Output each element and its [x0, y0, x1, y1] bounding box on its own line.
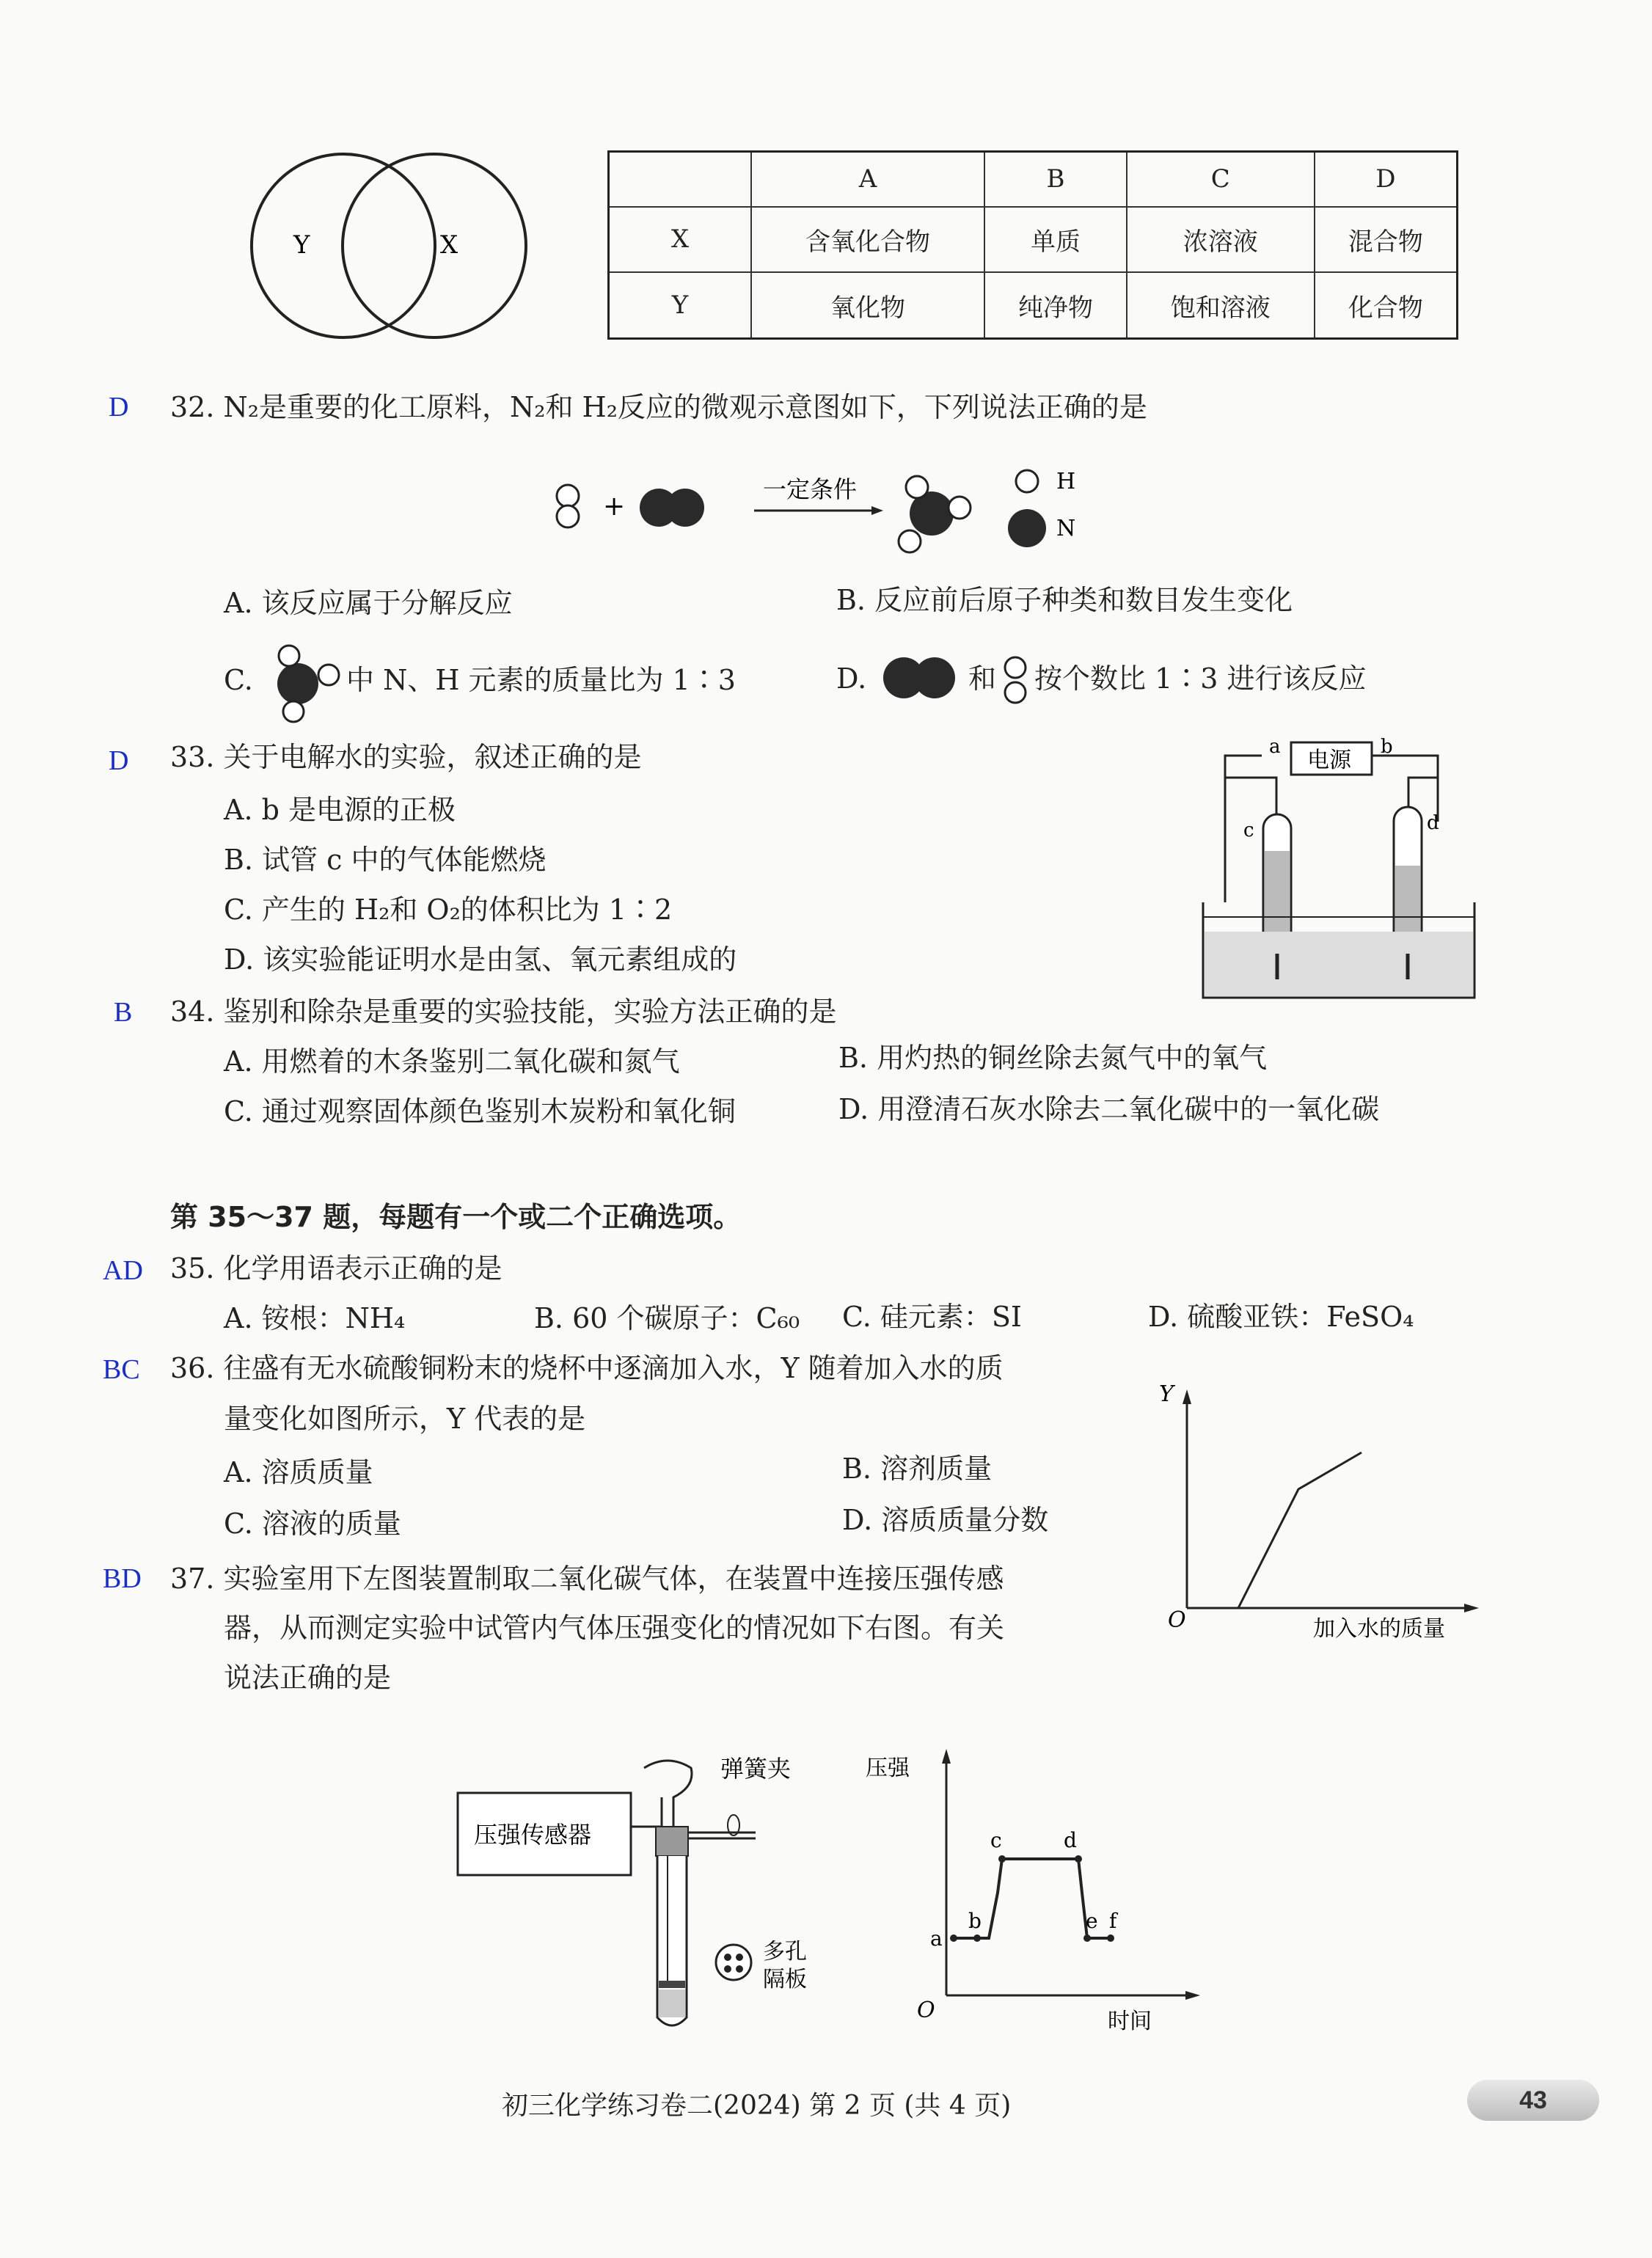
- table-row: [609, 272, 1458, 338]
- question-37-stem-line1: 37. 实验室用下左图装置制取二氧化碳气体，在装置中连接压强传感: [170, 1563, 1004, 1595]
- y-axis-label: Y: [1159, 1381, 1174, 1407]
- origin-label: O: [1168, 1607, 1186, 1633]
- q32-option-c-prefix: C.: [224, 664, 253, 696]
- q32-option-a: A. 该反应属于分解反应: [224, 587, 513, 619]
- answer-q35: AD: [103, 1255, 143, 1286]
- question-33-stem: 33. 关于电解水的实验，叙述正确的是: [170, 741, 642, 773]
- q35-option-a: A. 铵根：NH₄: [224, 1302, 406, 1334]
- clip-label: 弹簧夹: [720, 1755, 792, 1783]
- electrolysis-diagram: [1196, 734, 1482, 1005]
- venn-label-y: Y: [293, 230, 310, 260]
- q34-option-a: A. 用燃着的木条鉴别二氧化碳和氮气: [224, 1045, 680, 1078]
- q35-option-d: D. 硫酸亚铁：FeSO₄: [1148, 1301, 1414, 1333]
- q36-option-b: B. 溶剂质量: [842, 1453, 993, 1485]
- q32-option-c-text: 中 N、H 元素的质量比为 1∶3: [346, 664, 736, 696]
- point-e: [1083, 1934, 1091, 1942]
- h2-molecule-icon: [557, 485, 579, 507]
- terminal-a-label: a: [1269, 736, 1281, 758]
- point-a-label: a: [930, 1926, 943, 1951]
- question-37-stem-line2: 器，从而测定实验中试管内气体压强变化的情况如下右图。有关: [224, 1612, 1005, 1644]
- table-row: [609, 207, 1458, 273]
- legend-n-icon: [1008, 509, 1046, 547]
- table-cell: 浓溶液: [1127, 207, 1315, 273]
- table-cell: C: [1127, 152, 1315, 207]
- table-cell: X: [609, 207, 752, 273]
- table-cell: D: [1315, 152, 1458, 207]
- table-cell: 含氧化合物: [751, 207, 984, 273]
- table-cell: 饱和溶液: [1127, 272, 1315, 338]
- q34-option-d: D. 用澄清石灰水除去二氧化碳中的一氧化碳: [838, 1093, 1380, 1125]
- answer-q33: D: [109, 745, 129, 776]
- x-axis-label: 加入水的质量: [1313, 1616, 1445, 1642]
- q33-option-a: A. b 是电源的正极: [224, 794, 456, 826]
- q32-option-d-and: 和: [968, 662, 997, 695]
- nh3-molecule-icon: [264, 638, 345, 726]
- point-f: [1107, 1934, 1114, 1942]
- q36-option-c: C. 溶液的质量: [224, 1508, 401, 1540]
- legend-h-icon: [1016, 470, 1038, 492]
- table-cell: 化合物: [1315, 272, 1458, 338]
- point-b-label: b: [968, 1909, 982, 1933]
- h2-molecule-icon: [1001, 650, 1030, 712]
- table-cell: Y: [609, 272, 752, 338]
- question-36-stem-line1: 36. 往盛有无水硫酸铜粉末的烧杯中逐滴加入水，Y 随着加入水的质: [170, 1352, 1004, 1384]
- stopper: [656, 1827, 688, 1856]
- x-axis-label: 时间: [1108, 2009, 1152, 2034]
- point-b: [973, 1934, 981, 1942]
- answer-q34: B: [114, 997, 133, 1028]
- apparatus-diagram: [447, 1746, 829, 2039]
- pressure-graph: [866, 1739, 1218, 2039]
- q33-option-b: B. 试管 c 中的气体能燃烧: [224, 844, 547, 876]
- porous-plate-icon: [716, 1945, 751, 1980]
- venn-diagram: [213, 147, 550, 352]
- origin-label: O: [917, 1998, 935, 2023]
- question-32-stem: 32. N₂是重要的化工原料，N₂和 H₂反应的微观示意图如下，下列说法正确的是: [170, 391, 1147, 423]
- porous-plate: [659, 1981, 685, 1988]
- point-f-label: f: [1109, 1909, 1117, 1933]
- point-c-label: c: [990, 1828, 1002, 1852]
- question-37-stem-line3: 说法正确的是: [224, 1662, 392, 1694]
- q35-option-c: C. 硅元素：SI: [842, 1301, 1022, 1333]
- page-footer: 初三化学练习卷二(2024) 第 2 页 (共 4 页): [502, 2091, 1012, 2121]
- plus-sign: +: [603, 492, 626, 522]
- q32-option-d-prefix: D.: [836, 662, 867, 695]
- legend-h-label: H: [1056, 469, 1076, 494]
- q32-option-d-text: 按个数比 1∶3 进行该反应: [1034, 662, 1367, 695]
- page-number-badge: 43: [1467, 2080, 1599, 2121]
- table-cell: [609, 152, 752, 207]
- reaction-diagram: [543, 455, 1115, 558]
- point-e-label: e: [1086, 1909, 1098, 1933]
- table-row: [609, 152, 1458, 207]
- q33-option-c: C. 产生的 H₂和 O₂的体积比为 1∶2: [224, 894, 673, 926]
- table-cell: B: [984, 152, 1127, 207]
- y-axis-label: 压强: [866, 1755, 910, 1781]
- q33-option-d: D. 该实验能证明水是由氢、氧元素组成的: [224, 943, 737, 976]
- point-d-label: d: [1064, 1828, 1077, 1852]
- condition-label: 一定条件: [763, 475, 858, 503]
- plate-label-line2: 隔板: [763, 1967, 807, 1992]
- answer-q37: BD: [103, 1563, 142, 1594]
- plate-label-line1: 多孔: [763, 1939, 807, 1965]
- q36-option-d: D. 溶质质量分数: [842, 1504, 1049, 1536]
- question-34-stem: 34. 鉴别和除杂是重要的实验技能，实验方法正确的是: [170, 995, 837, 1028]
- graph-line: [1238, 1453, 1362, 1608]
- tube-d-label: d: [1427, 812, 1439, 834]
- table-cell: A: [751, 152, 984, 207]
- section-heading: 第 35～37 题，每题有一个或二个正确选项。: [170, 1201, 742, 1233]
- point-a: [950, 1934, 957, 1942]
- question-35-stem: 35. 化学用语表示正确的是: [170, 1252, 502, 1285]
- table-cell: 单质: [984, 207, 1127, 273]
- sensor-label: 压强传感器: [474, 1821, 592, 1849]
- question-36-stem-line2: 量变化如图所示，Y 代表的是: [224, 1403, 586, 1435]
- answer-q36: BC: [103, 1354, 140, 1385]
- q32-option-b: B. 反应前后原子种类和数目发生变化: [836, 584, 1293, 616]
- point-c: [998, 1855, 1006, 1863]
- table-cell: 氧化物: [751, 272, 984, 338]
- q36-option-a: A. 溶质质量: [224, 1456, 373, 1488]
- table-cell: 纯净物: [984, 272, 1127, 338]
- terminal-b-label: b: [1381, 736, 1393, 758]
- power-label: 电源: [1307, 748, 1351, 773]
- q35-option-b: B. 60 个碳原子：C₆₀: [534, 1302, 800, 1334]
- options-table: [607, 150, 1458, 340]
- n2-molecule-icon: [879, 653, 967, 704]
- q34-option-b: B. 用灼热的铜丝除去氮气中的氧气: [838, 1042, 1268, 1074]
- tube-c-label: c: [1243, 819, 1254, 841]
- table-cell: 混合物: [1315, 207, 1458, 273]
- legend-n-label: N: [1056, 516, 1076, 541]
- answer-q32: D: [109, 392, 129, 423]
- q34-option-c: C. 通过观察固体颜色鉴别木炭粉和氧化铜: [224, 1095, 736, 1128]
- venn-label-x: X: [440, 230, 458, 260]
- point-d: [1075, 1855, 1082, 1863]
- mass-graph: [1152, 1379, 1489, 1658]
